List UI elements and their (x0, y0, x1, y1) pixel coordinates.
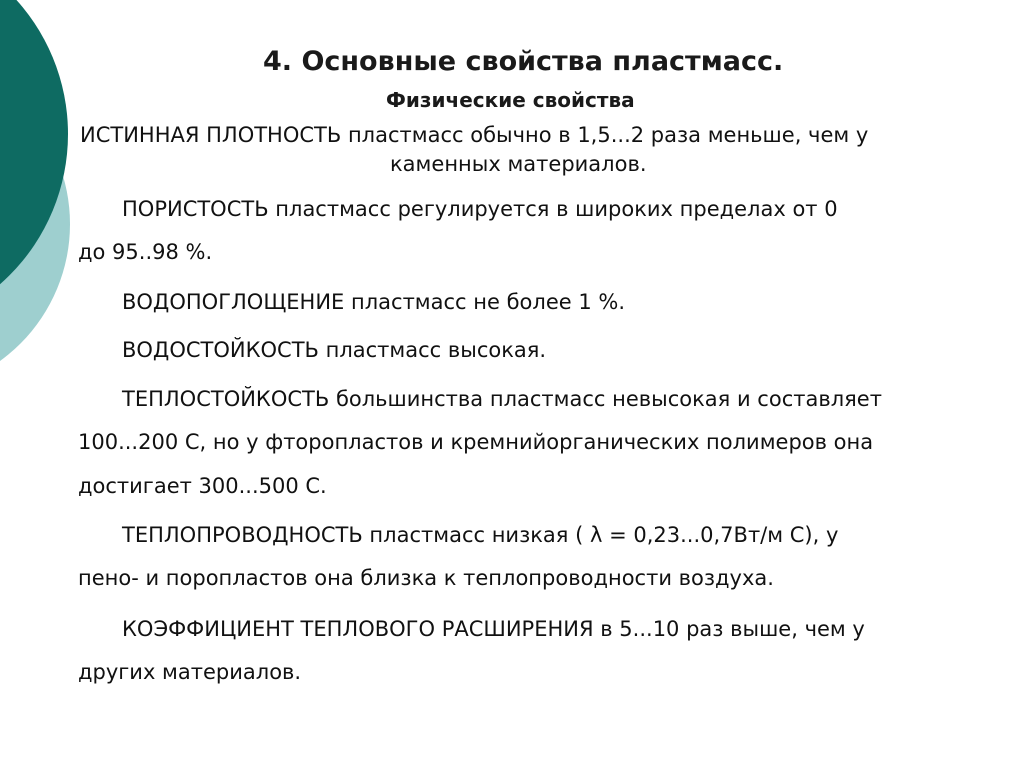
porosity-line-2: до 95..98 %. (78, 240, 213, 264)
heat-resistance-line-2: 100...200 С, но у фторопластов и кремнийорганических полимеров она (78, 430, 874, 454)
thermal-expansion-line-1: КОЭФФИЦИЕНТ ТЕПЛОВОГО РАСШИРЕНИЯ в 5...10 раз выше, чем у (122, 617, 865, 641)
heat-resistance-line-1: ТЕПЛОСТОЙКОСТЬ большинства пластмасс невысокая и составляет (122, 387, 882, 411)
slide-subtitle: Физические свойства (386, 88, 635, 112)
water-absorption-line: ВОДОПОГЛОЩЕНИЕ пластмасс не более 1 %. (122, 290, 626, 314)
thermal-conductivity-line-1: ТЕПЛОПРОВОДНОСТЬ пластмасс низкая ( λ = 0,23...0,7Вт/м С), у (122, 523, 839, 547)
density-line-2: каменных материалов. (390, 152, 647, 176)
density-line-1: ИСТИННАЯ ПЛОТНОСТЬ пластмасс обычно в 1,5...2 раза меньше, чем у (80, 123, 869, 147)
thermal-expansion-line-2: других материалов. (78, 660, 302, 684)
slide-title: 4. Основные свойства пластмасс. (263, 46, 784, 77)
water-resistance-line: ВОДОСТОЙКОСТЬ пластмасс высокая. (122, 338, 547, 362)
heat-resistance-line-3: достигает 300...500 С. (78, 474, 327, 498)
porosity-line-1: ПОРИСТОСТЬ пластмасс регулируется в широких пределах от 0 (122, 197, 838, 221)
thermal-conductivity-line-2: пено- и поропластов она близка к теплопроводности воздуха. (78, 566, 774, 590)
